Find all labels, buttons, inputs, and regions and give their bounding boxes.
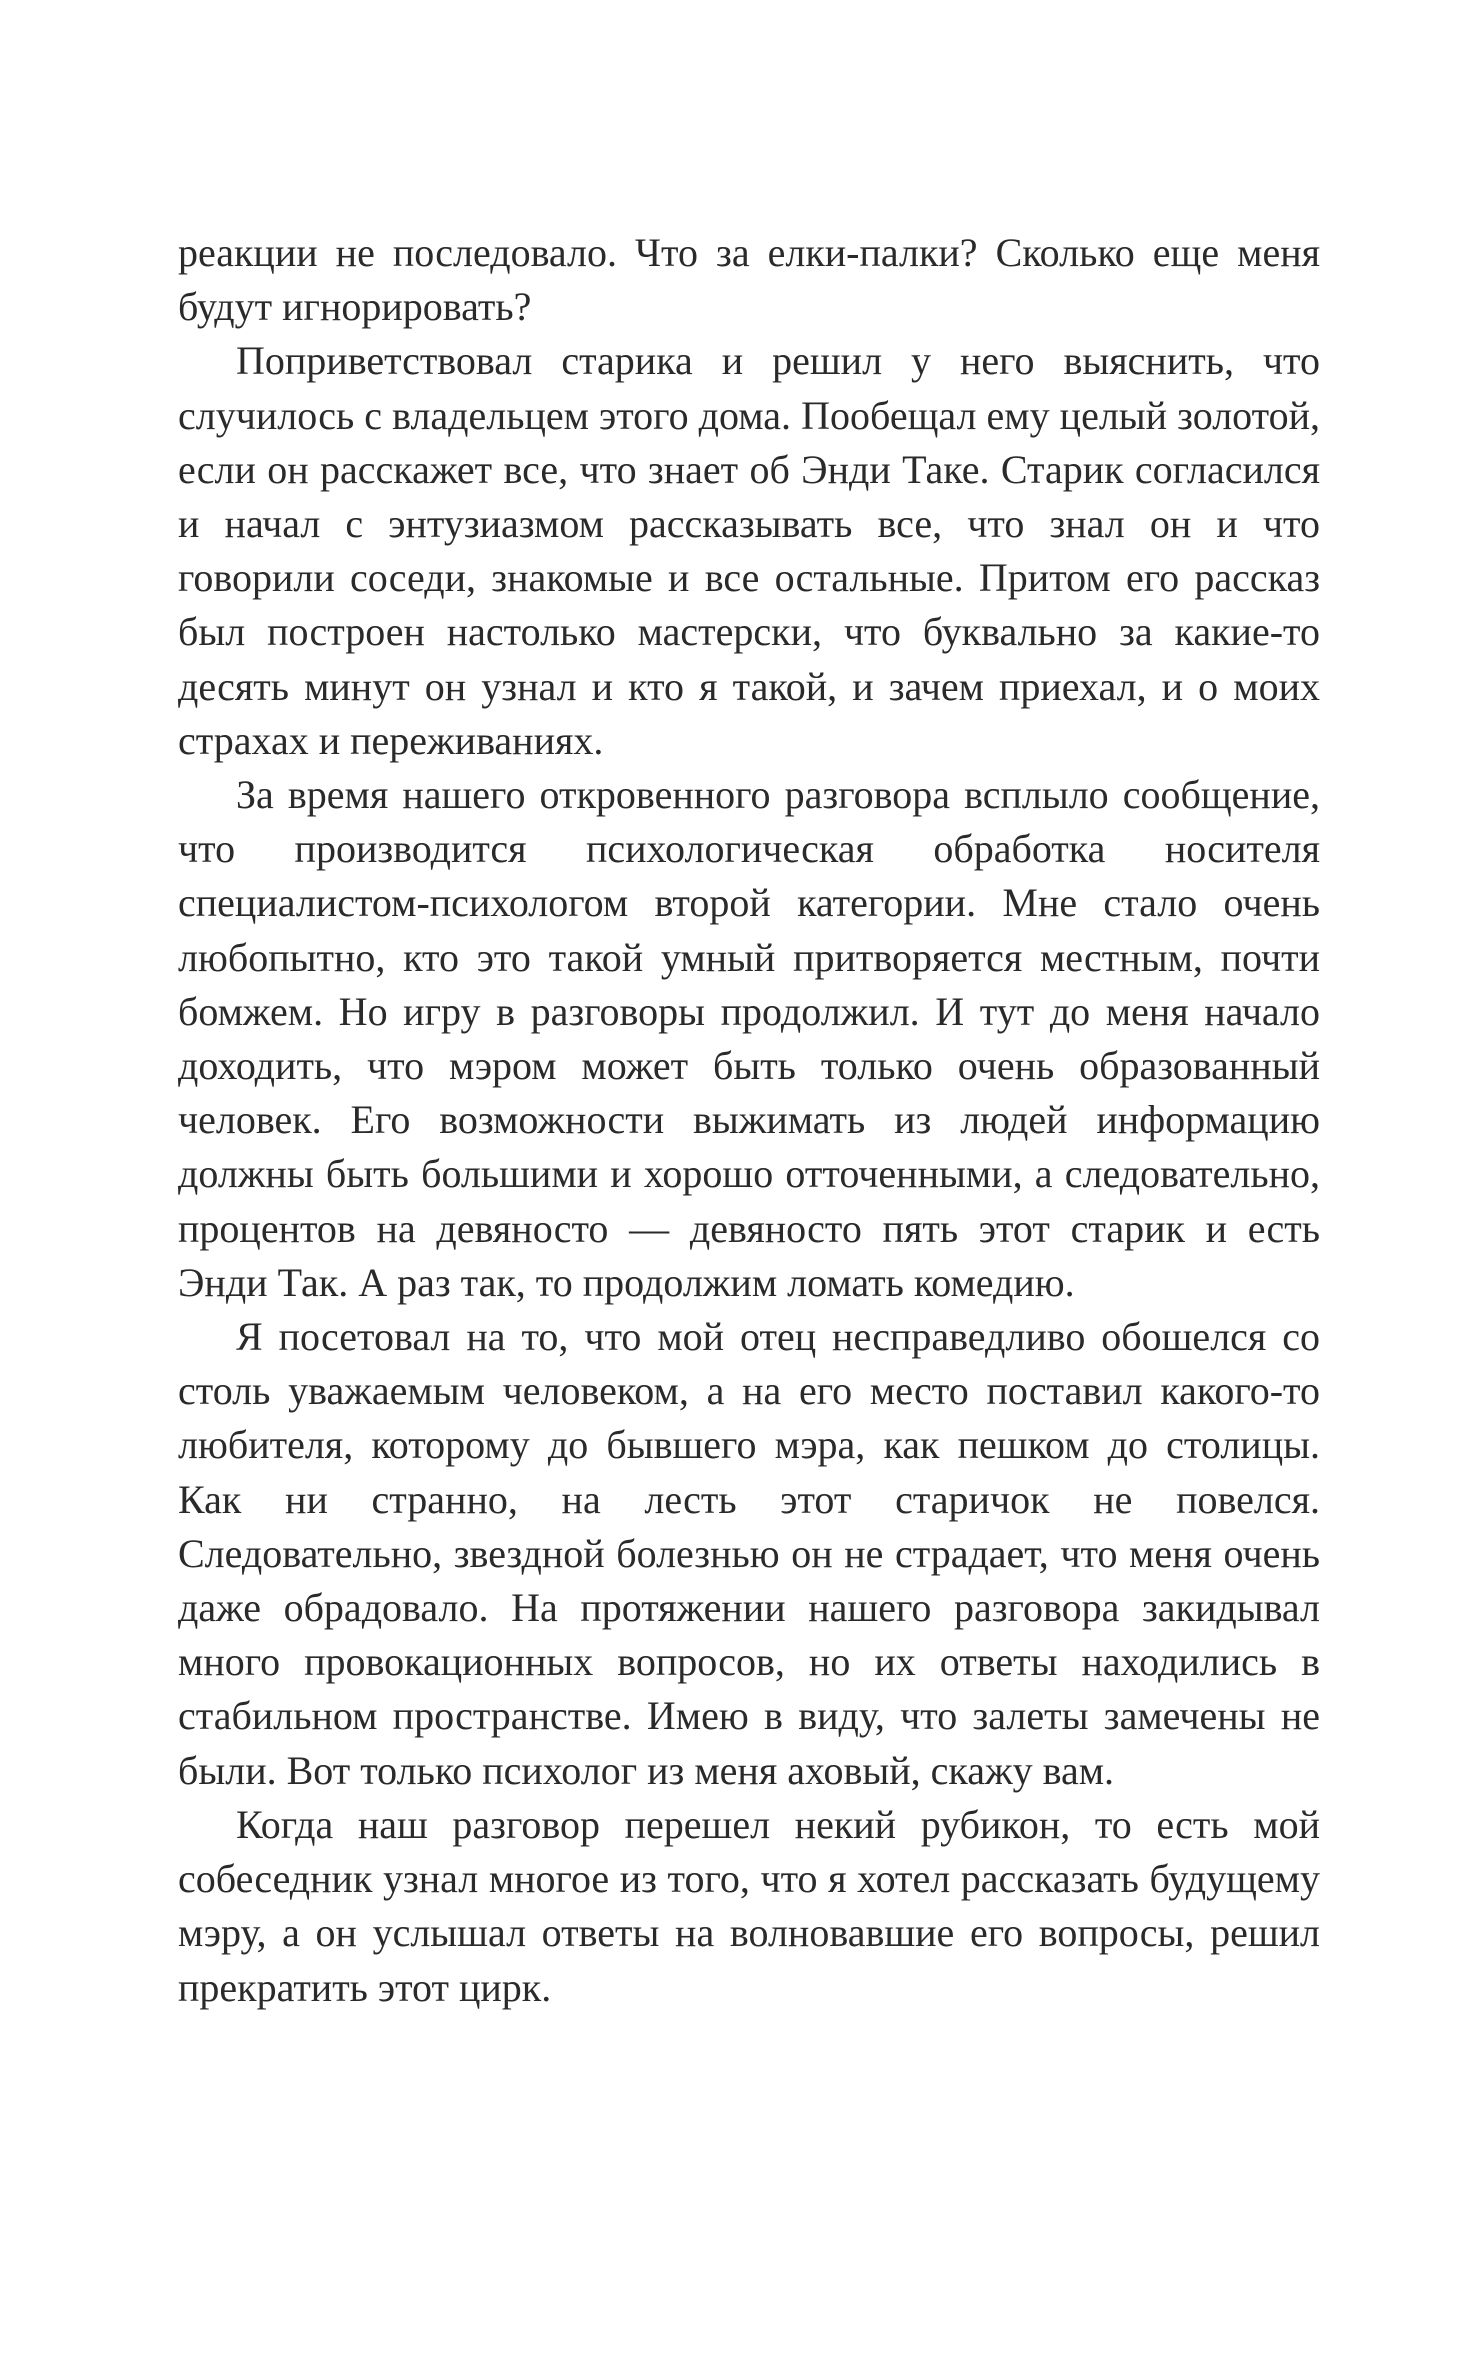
body-text: [178, 226, 1320, 2015]
paragraph-3: За время нашего откровенного разговора всплыло сообщение, что производится психологическая обработка носителя специалистом-психологом второй категории. Мне стало очень любопытно, кто это такой умный притворяется местным, почти бомжем. Но игру в разговоры продолжил. И тут до меня начало доходить, что мэром может быть только очень образованный человек. Его возможности выжимать из людей информацию должны быть большими и хорошо отточенными, а следовательно, процентов на девяносто — девяносто пять этот старик и есть Энди Так. А раз так, то продолжим ломать комедию.: [178, 772, 1320, 1305]
paragraph-4: Я посетовал на то, что мой отец несправедливо обошелся со столь уважаемым человеком, а на его место поставил какого-то любителя, которому до бывшего мэра, как пешком до столицы. Как ни странно, на лесть этот старичок не повелся. Следовательно, звездной болезнью он не страдает, что меня очень даже обрадовало. На протяжении нашего разговора закидывал много провокационных вопросов, но их ответы находились в стабильном пространстве. Имею в виду, что залеты замечены не были. Вот только психолог из меня аховый, скажу вам.: [178, 1314, 1320, 1793]
paragraph-5: Когда наш разговор перешел некий рубикон, то есть мой собеседник узнал многое из того, что я хотел рассказать будущему мэру, а он услышал ответы на волновавшие его вопросы, решил прекратить этот цирк.: [178, 1801, 1320, 2010]
paragraph-1: реакции не последовало. Что за елки-палки? Сколько еще меня будут игнорировать?: [178, 230, 1320, 330]
paragraph-2: Поприветствовал старика и решил у него выяснить, что случилось с владельцем этого дома. Пообещал ему целый золотой, если он расскажет все, что знает об Энди Таке. Старик согласился и начал с энтузиазмом рассказывать все, что знал он и что говорили соседи, знакомые и все остальные. Притом его рассказ был построен настолько мастерски, что буквально за какие-то десять минут он узнал и кто я такой, и зачем приехал, и о моих страхах и переживаниях.: [178, 338, 1320, 763]
